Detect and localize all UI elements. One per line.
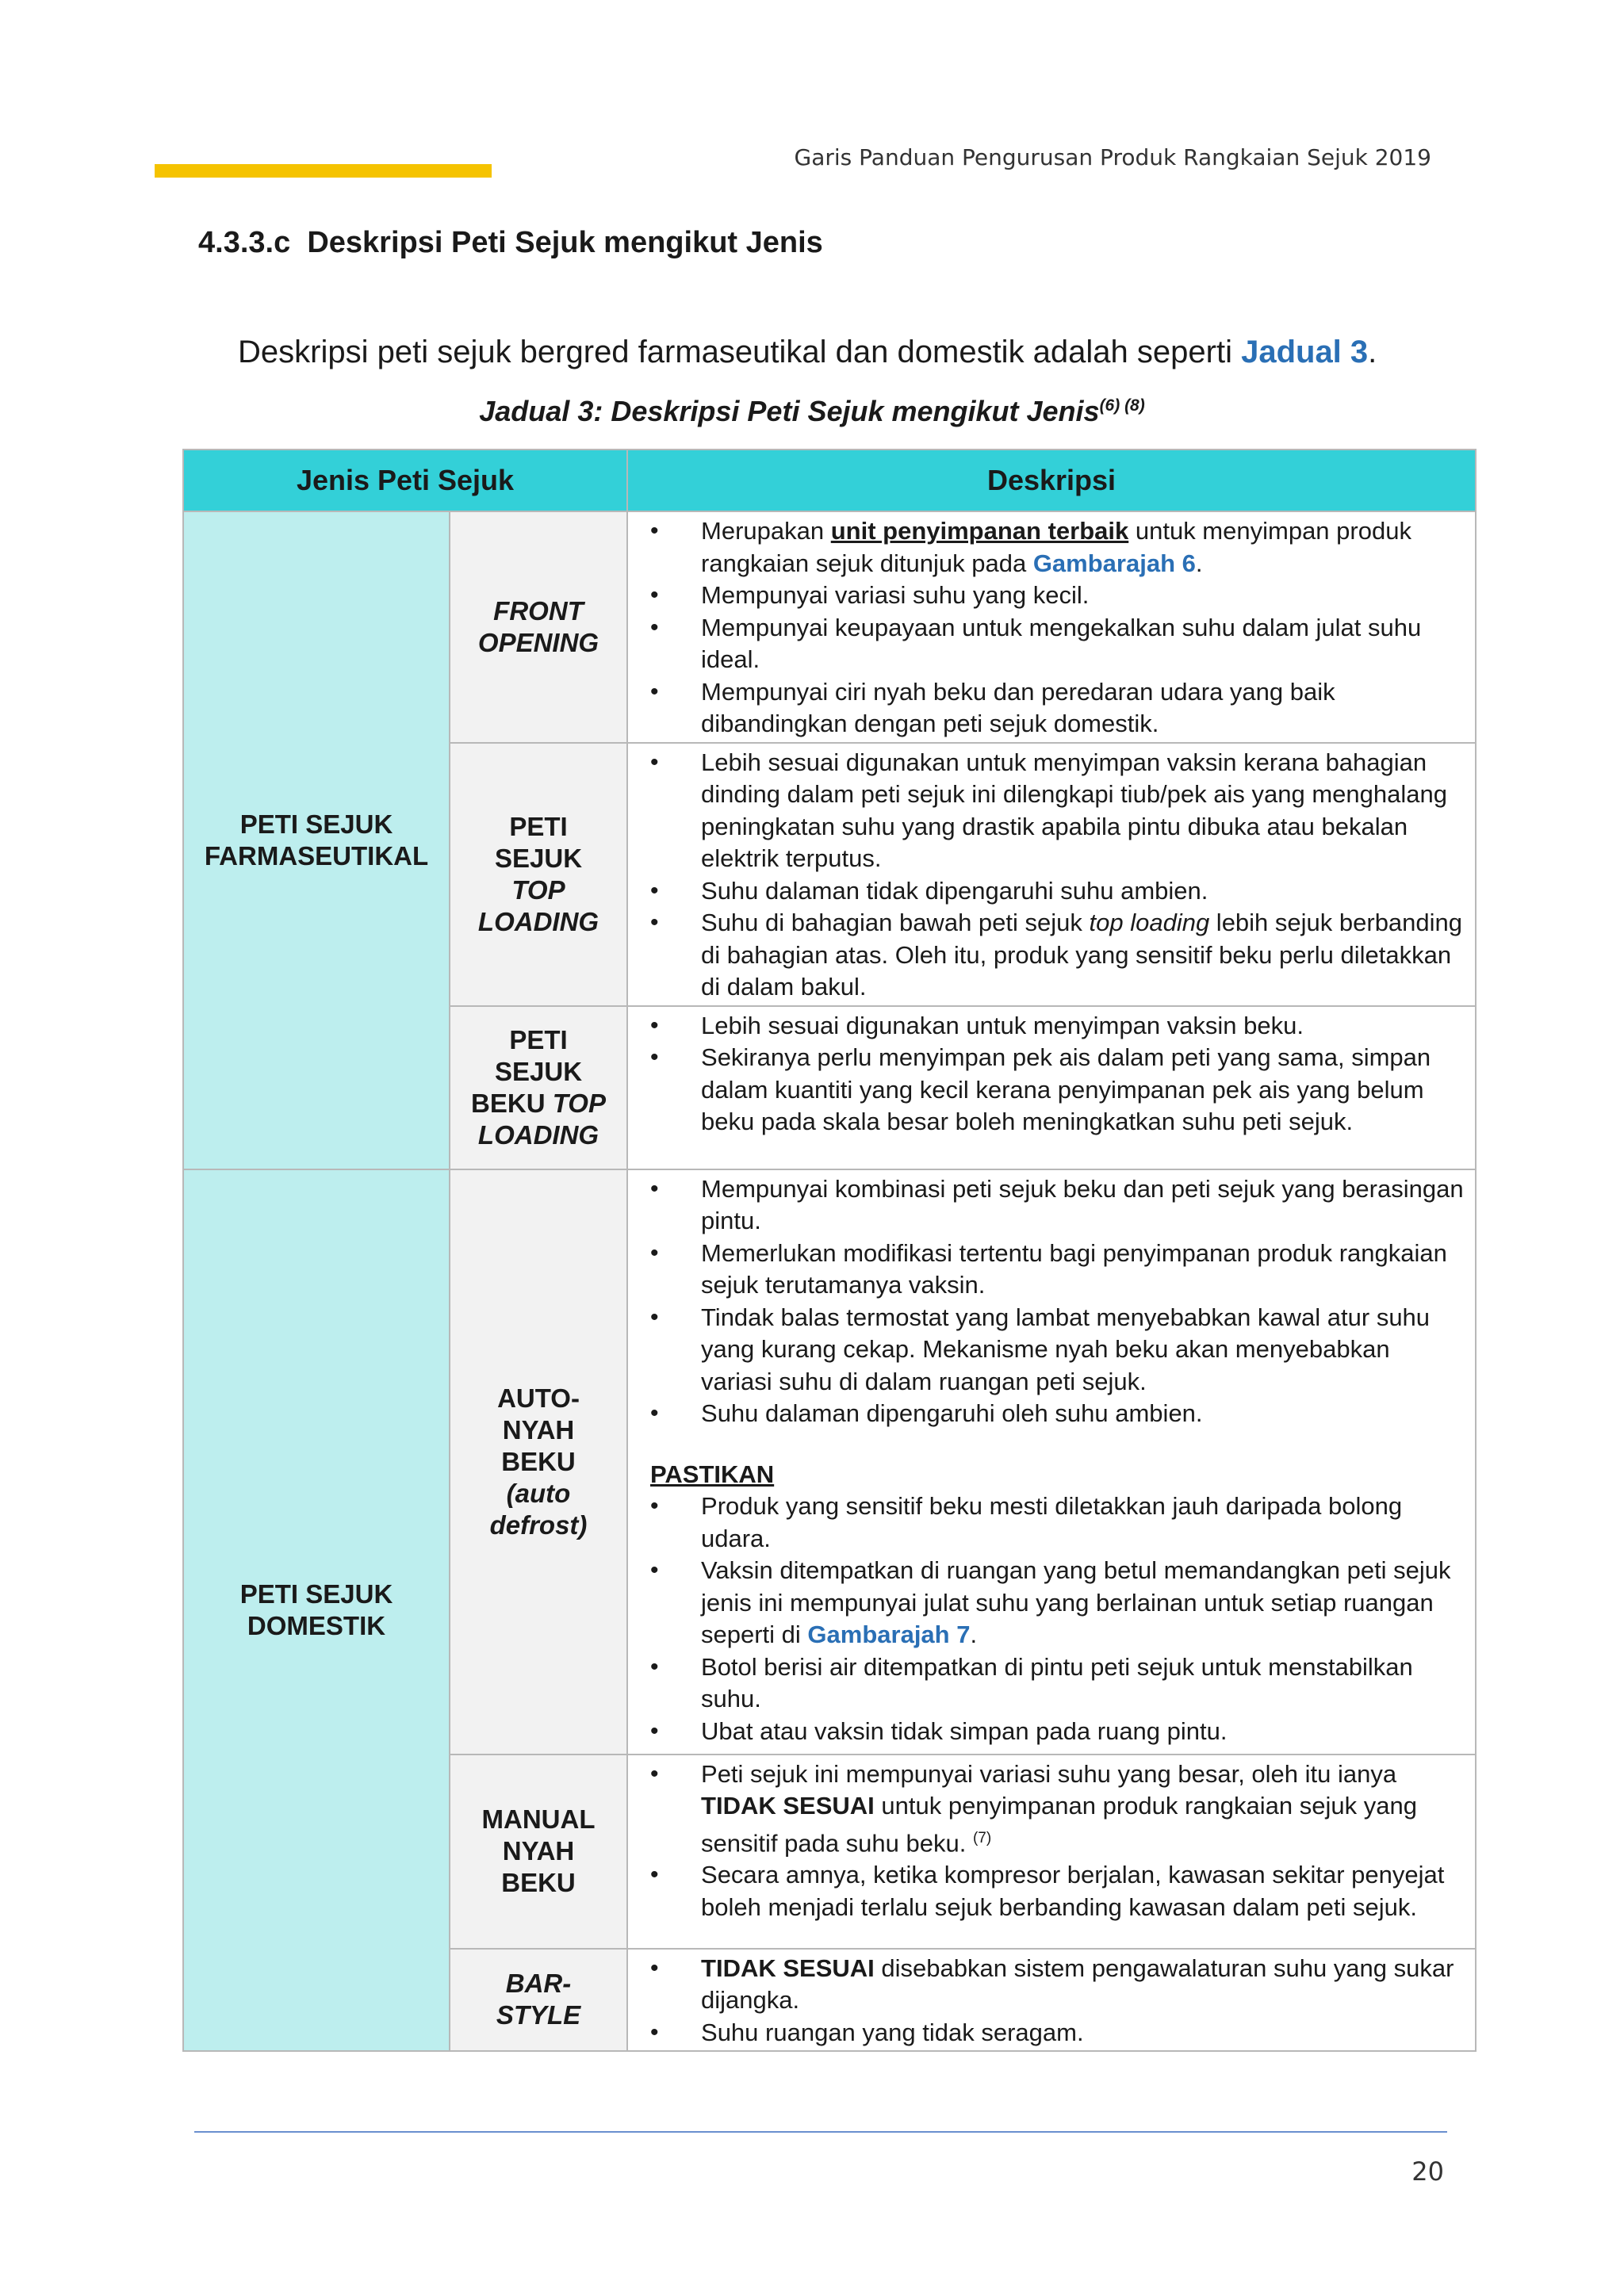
header-type: Jenis Peti Sejuk [183,450,627,511]
list-item: • Secara amnya, ketika kompresor berjalan, kawasan sekitar penyejat boleh menjadi terlalu sejuk berbanding kawasan dalam peti sejuk. [650,1859,1464,1923]
type-freezer-top-loading: PETI SEJUK BEKU TOP LOADING [450,1006,627,1169]
type-auto-defrost: AUTO- NYAH BEKU (auto defrost) [450,1169,627,1755]
list-item: • Suhu dalaman dipengaruhi oleh suhu ambien. [650,1398,1464,1430]
list-item: • Vaksin ditempatkan di ruangan yang betul memandangkan peti sejuk jenis ini mempunyai julat suhu yang berlainan untuk setiap ruangan seperti di Gambarajah 7. [650,1555,1464,1651]
desc-freezer-top-loading [627,1006,1476,1169]
desc-auto-defrost [627,1169,1476,1755]
type-manual-defrost: MANUAL NYAH BEKU [450,1755,627,1949]
type-front-opening: FRONT OPENING [450,511,627,743]
list-item: • Mempunyai keupayaan untuk mengekalkan suhu dalam julat suhu ideal. [650,612,1464,676]
section-title: 4.3.3.c Deskripsi Peti Sejuk mengikut Jenis [198,226,823,259]
category-domestic: PETI SEJUK DOMESTIK [183,1169,450,2052]
desc-manual-defrost [627,1755,1476,1949]
type-bar-style: BAR- STYLE [450,1949,627,2052]
list-item: • Produk yang sensitif beku mesti diletakkan jauh daripada bolong udara. [650,1490,1464,1555]
desc-front-opening [627,511,1476,743]
desc-bar-style [627,1949,1476,2052]
type-top-loading: PETI SEJUK TOP LOADING [450,743,627,1006]
table-link[interactable]: Jadual 3 [1241,335,1369,369]
list-item: • Merupakan unit penyimpanan terbaik untuk menyimpan produk rangkaian sejuk ditunjuk pada Gambarajah 6. [650,515,1464,580]
figure-link[interactable]: Gambarajah 6 [1032,549,1196,577]
list-item: • Suhu dalaman tidak dipengaruhi suhu ambien. [650,875,1464,908]
caption-references: (6) (8) [1099,396,1145,415]
pastikan-heading: PASTIKAN [650,1460,775,1488]
caption-text: Jadual 3: Deskripsi Peti Sejuk mengikut Jenis [479,395,1100,427]
table-header-row [183,450,1476,511]
fridge-description-table [182,449,1477,2052]
list-item: • Lebih sesuai digunakan untuk menyimpan vaksin kerana bahagian dinding dalam peti sejuk ini dilengkapi tiub/pek ais yang menghalang peningkatan suhu yang drastik apabila pintu dibuka atau bekalan elektrik terputus. [650,747,1464,875]
list-item: • Mempunyai variasi suhu yang kecil. [650,580,1464,612]
list-item: • Lebih sesuai digunakan untuk menyimpan vaksin beku. [650,1010,1464,1043]
list-item: • Memerlukan modifikasi tertentu bagi penyimpanan produk rangkaian sejuk terutamanya vaksin. [650,1238,1464,1302]
page-number: 20 [1411,2156,1444,2187]
list-item: • TIDAK SESUAI disebabkan sistem pengawalaturan suhu yang sukar dijangka. [650,1953,1464,2017]
running-header: Garis Panduan Pengurusan Produk Rangkaian Sejuk 2019 [794,144,1431,170]
header-accent-bar [155,164,492,178]
list-item: • Peti sejuk ini mempunyai variasi suhu yang besar, oleh itu ianya TIDAK SESUAI untuk penyimpanan produk rangkaian sejuk yang sensitif pada suhu beku. $^{(7)}$ [650,1758,1464,1860]
list-item: • Suhu ruangan yang tidak seragam. [650,2017,1464,2049]
desc-top-loading [627,743,1476,1006]
footer-divider [194,2131,1447,2133]
intro-paragraph [238,335,1377,370]
table-row [183,1169,1476,1755]
list-item: • Tindak balas termostat yang lambat menyebabkan kawal atur suhu yang kurang cekap. Mekanisme nyah beku akan menyebabkan variasi suhu di dalam ruangan peti sejuk. [650,1302,1464,1399]
list-item: • Ubat atau vaksin tidak simpan pada ruang pintu. [650,1716,1464,1748]
table-row [183,511,1476,743]
intro-text: Deskripsi peti sejuk bergred farmaseutikal dan domestik adalah seperti [238,335,1242,369]
intro-end: . [1368,335,1377,369]
figure-link[interactable]: Gambarajah 7 [807,1621,971,1648]
list-item: • Mempunyai ciri nyah beku dan peredaran udara yang baik dibandingkan dengan peti sejuk domestik. [650,676,1464,740]
list-item: • Sekiranya perlu menyimpan pek ais dalam peti yang sama, simpan dalam kuantiti yang kecil kerana penyimpanan pek ais yang belum beku pada skala besar boleh meningkatkan suhu peti sejuk. [650,1042,1464,1138]
list-item: • Botol berisi air ditempatkan di pintu peti sejuk untuk menstabilkan suhu. [650,1651,1464,1716]
table-caption [0,395,1624,428]
header-description: Deskripsi [627,450,1476,511]
list-item: • Suhu di bahagian bawah peti sejuk top loading lebih sejuk berbanding di bahagian atas. Oleh itu, produk yang sensitif beku perlu diletakkan di dalam bakul. [650,907,1464,1004]
list-item: • Mempunyai kombinasi peti sejuk beku dan peti sejuk yang berasingan pintu. [650,1173,1464,1238]
category-pharmaceutical: PETI SEJUK FARMASEUTIKAL [183,511,450,1169]
